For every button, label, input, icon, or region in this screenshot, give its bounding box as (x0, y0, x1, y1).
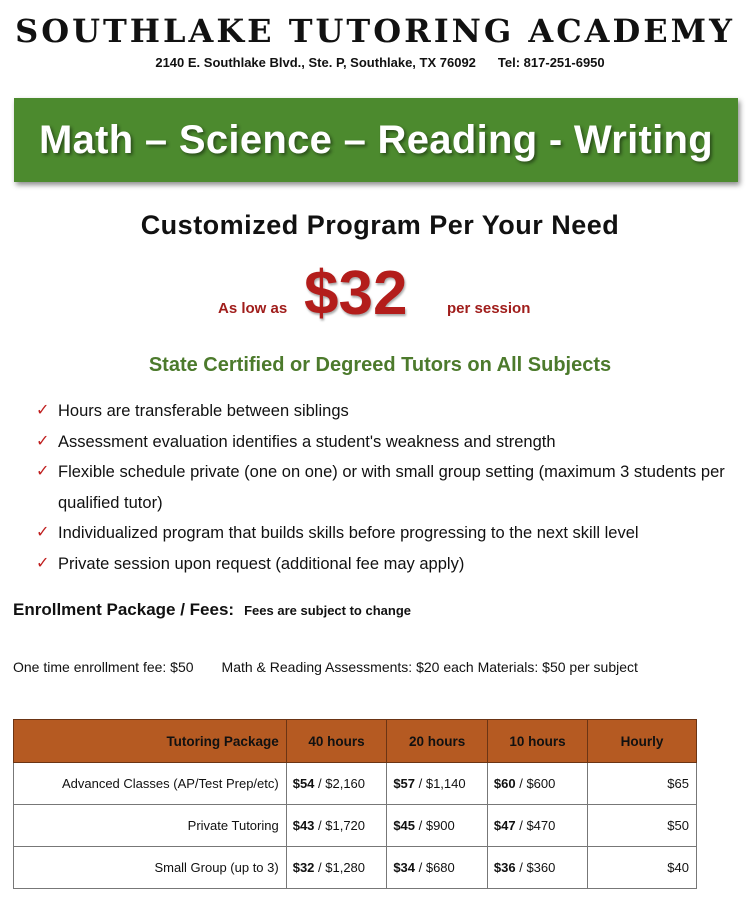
price-20-hours: $45 / $900 (387, 805, 488, 847)
column-header-package: Tutoring Package (14, 720, 287, 763)
subjects-banner (14, 98, 738, 182)
street-address: 2140 E. Southlake Blvd., Ste. P, Southlake, TX 76092 (155, 55, 476, 70)
package-name: Private Tutoring (14, 805, 287, 847)
column-header-10-hours: 10 hours (487, 720, 587, 763)
price-hourly: $40 (588, 847, 697, 889)
phone-number: Tel: 817-251-6950 (497, 55, 605, 70)
check-icon: ✓ (36, 463, 50, 480)
subjects-banner-text: Math – Science – Reading - Writing (38, 117, 714, 162)
table-header-row (14, 720, 697, 763)
price-10-hours: $60 / $600 (487, 763, 587, 805)
academy-title: SOUTHLAKE TUTORING ACADEMY (15, 12, 735, 50)
price-40-hours: $54 / $2,160 (286, 763, 387, 805)
list-item (36, 457, 736, 518)
assessment-fee: Math & Reading Assessments: $20 each (221, 659, 474, 675)
table-row (14, 805, 697, 847)
list-item-text: Assessment evaluation identifies a student's weakness and strength (58, 432, 556, 451)
check-icon: ✓ (36, 402, 50, 419)
enrollment-fee: One time enrollment fee: $50 (13, 659, 194, 675)
list-item-text: Hours are transferable between siblings (58, 402, 349, 420)
package-name: Advanced Classes (AP/Test Prep/etc) (14, 763, 287, 805)
check-icon: ✓ (36, 524, 50, 541)
column-header-hourly: Hourly (588, 720, 697, 763)
check-icon: ✓ (36, 554, 50, 572)
price-40-hours: $32 / $1,280 (286, 847, 387, 889)
price-40-hours: $43 / $1,720 (286, 805, 387, 847)
package-name: Small Group (up to 3) (14, 847, 287, 889)
fees-note: Fees are subject to change (244, 603, 411, 618)
price-amount: $32 (304, 259, 408, 328)
address-line (0, 55, 750, 70)
list-item (36, 396, 736, 427)
table-row (14, 763, 697, 805)
table-row (14, 847, 697, 889)
price-line (218, 259, 618, 328)
column-header-20-hours: 20 hours (387, 720, 488, 763)
price-10-hours: $36 / $360 (487, 847, 587, 889)
features-list (36, 396, 736, 579)
price-hourly: $50 (588, 805, 697, 847)
fees-line (13, 659, 638, 675)
list-item (36, 518, 736, 549)
certified-tutors-heading: State Certified or Degreed Tutors on All Subjects (148, 354, 612, 376)
pricing-table (13, 719, 697, 889)
price-20-hours: $34 / $680 (387, 847, 488, 889)
price-20-hours: $57 / $1,140 (387, 763, 488, 805)
column-header-40-hours: 40 hours (286, 720, 387, 763)
list-item (36, 427, 736, 458)
enrollment-heading-text: Enrollment Package / Fees: (13, 600, 235, 619)
enrollment-heading (13, 600, 411, 620)
list-item (36, 549, 736, 580)
price-hourly: $65 (588, 763, 697, 805)
program-headline: Customized Program Per Your Need (140, 210, 620, 240)
list-item-text: Private session upon request (additional fee may apply) (58, 554, 465, 573)
price-10-hours: $47 / $470 (487, 805, 587, 847)
check-icon: ✓ (36, 432, 50, 450)
price-prefix: As low as (218, 300, 288, 317)
price-suffix: per session (447, 300, 531, 317)
list-item-text: Flexible schedule private (one on one) or with small group setting (maximum 3 students per qualified tutor) (58, 463, 725, 512)
list-item-text: Individualized program that builds skills before progressing to the next skill level (58, 524, 639, 542)
materials-fee: Materials: $50 per subject (477, 659, 638, 675)
